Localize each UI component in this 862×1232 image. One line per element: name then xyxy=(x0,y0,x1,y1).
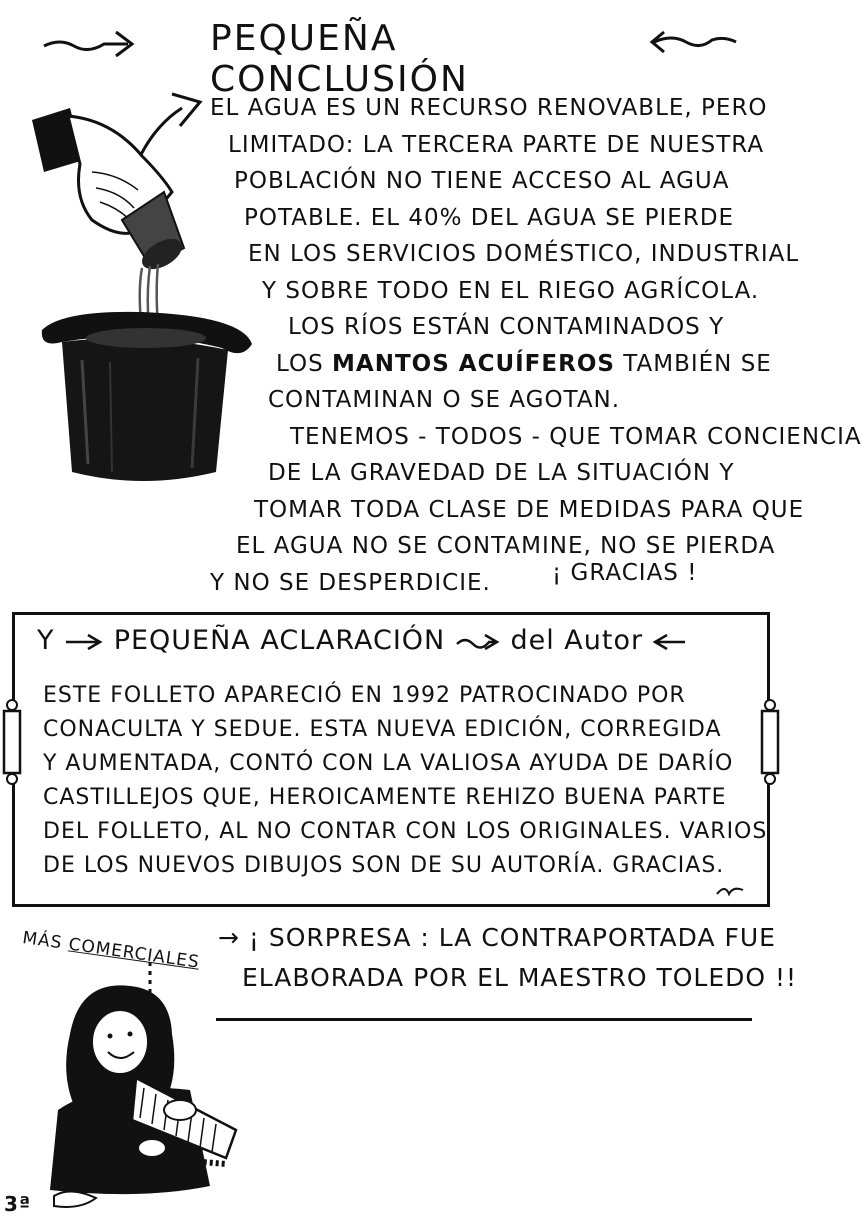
clarification-line: CASTILLEJOS QUE, HEROICAMENTE REHIZO BUENA PARTE xyxy=(43,785,727,810)
conclusion-line: POBLACIÓN NO TIENE ACCESO AL AGUA xyxy=(234,168,730,194)
conclusion-line: LOS RÍOS ESTÁN CONTAMINADOS Y xyxy=(288,314,725,340)
surprise-line: → ¡ SORPRESA : LA CONTRAPORTADA FUE xyxy=(218,923,776,952)
page-header xyxy=(0,10,794,100)
author-signature-mark xyxy=(715,882,745,898)
conclusion-line: DE LA GRAVEDAD DE LA SITUACIÓN Y xyxy=(268,460,735,486)
clarification-line: DE LOS NUEVOS DIBUJOS SON DE SU AUTORÍA. GRACIAS. xyxy=(43,853,725,878)
conclusion-line: POTABLE. EL 40% DEL AGUA SE PIERDE xyxy=(244,204,735,231)
conclusion-line-suffix: TAMBIÉN SE xyxy=(623,350,772,377)
comerciales-word: COMERCIALES xyxy=(67,934,201,973)
title-main: PEQUEÑA ACLARACIÓN xyxy=(113,625,446,656)
page-number: 3ª xyxy=(4,1192,32,1216)
title-author: del Autor xyxy=(510,625,644,656)
conclusion-line: EL AGUA ES UN RECURSO RENOVABLE, PERO xyxy=(210,95,768,121)
clarification-text xyxy=(43,679,768,883)
conclusion-line: CONTAMINAN O SE AGOTAN. xyxy=(268,387,621,413)
conclusion-text xyxy=(210,90,862,601)
box-side-ornament-left xyxy=(1,697,23,787)
conclusion-line-prefix: LOS xyxy=(276,350,324,377)
clarification-line: DEL FOLLETO, AL NO CONTAR CON LOS ORIGINALES. VARIOS xyxy=(43,819,768,844)
conclusion-line-aquifers xyxy=(210,346,770,383)
squiggle-arrow-right-icon xyxy=(40,24,140,60)
mas-word: MÁS xyxy=(21,928,64,954)
squiggle-arrow-left-icon xyxy=(650,24,740,60)
clarification-line: CONACULTA Y SEDUE. ESTA NUEVA EDICIÓN, CORREGIDA xyxy=(43,717,722,742)
conclusion-line: TOMAR TODA CLASE DE MEDIDAS PARA QUE xyxy=(254,496,805,523)
clarification-line: ESTE FOLLETO APARECIÓ EN 1992 PATROCINADO POR xyxy=(43,683,686,708)
arrow-right-icon xyxy=(64,632,104,652)
surprise-line: ELABORADA POR EL MAESTRO TOLEDO !! xyxy=(242,963,798,992)
conclusion-line: Y SOBRE TODO EN EL RIEGO AGRÍCOLA. xyxy=(262,277,760,304)
clarification-line: Y AUMENTADA, CONTÓ CON LA VALIOSA AYUDA DE DARÍO xyxy=(43,751,734,776)
title-prefix: Y xyxy=(37,625,55,656)
conclusion-line: EL AGUA NO SE CONTAMINE, NO SE PIERDA xyxy=(236,533,776,559)
arrow-left-icon xyxy=(653,632,687,652)
clarification-title xyxy=(37,625,757,656)
surprise-text xyxy=(218,918,798,998)
clarification-box xyxy=(12,612,770,907)
conclusion-line: TENEMOS - TODOS - QUE TOMAR CONCIENCIA xyxy=(290,423,862,450)
aquifers-emphasis: MANTOS ACUÍFEROS xyxy=(332,350,615,377)
page-title: PEQUEÑA CONCLUSIÓN xyxy=(210,18,469,100)
box-side-ornament-right xyxy=(759,697,781,787)
thanks-text: ¡ GRACIAS ! xyxy=(552,560,698,586)
squiggle-arrow-right-icon xyxy=(455,632,501,652)
conclusion-line: Y NO SE DESPERDICIE. xyxy=(210,569,491,596)
conclusion-line: EN LOS SERVICIOS DOMÉSTICO, INDUSTRIAL xyxy=(248,241,800,267)
conclusion-line: LIMITADO: LA TERCERA PARTE DE NUESTRA xyxy=(228,131,765,158)
horizontal-rule xyxy=(216,1018,752,1021)
harp-player-illustration xyxy=(40,960,250,1222)
